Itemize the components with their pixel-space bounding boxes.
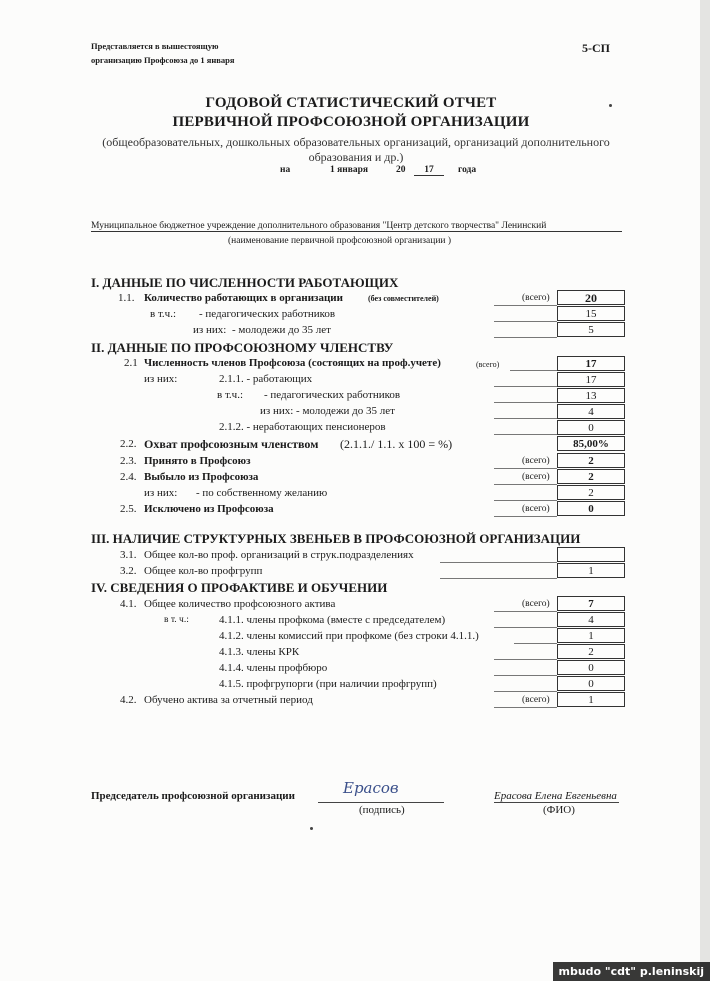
s4-r7-value: 1: [557, 692, 625, 707]
s2-r5-line: [494, 434, 557, 435]
s1-r3-line: [494, 337, 557, 338]
s4-r6-value: 0: [557, 676, 625, 691]
s4-r1-num: 4.1.: [120, 598, 137, 610]
s4-r5-line: [494, 675, 557, 676]
s2-r5-label: 2.1.2. - неработающих пенсионеров: [219, 421, 386, 433]
s1-r1-value: 20: [557, 290, 625, 305]
s2-r1-label: Численность членов Профсоюза (состоящих на проф.учете): [144, 357, 441, 369]
s4-r2-value: 4: [557, 612, 625, 627]
report-subtitle-line1: (общеобразовательных, дошкольных образовательных организаций, организаций дополнительного: [102, 135, 610, 149]
s4-r1-line: [494, 611, 557, 612]
s4-r4-value: 2: [557, 644, 625, 659]
section3-title: III. НАЛИЧИЕ СТРУКТУРНЫХ ЗВЕНЬЕВ В ПРОФСОЮЗНОЙ ОРГАНИЗАЦИИ: [91, 531, 581, 546]
date-na: на: [280, 165, 291, 175]
s2-r2-prefix: из них:: [144, 373, 178, 385]
s1-r1-num: 1.1.: [118, 292, 135, 304]
s2-r2-label: 2.1.1. - работающих: [219, 373, 313, 385]
s4-r7-num: 4.2.: [120, 694, 137, 706]
s4-prefix: в т. ч.:: [164, 615, 189, 625]
scan-speck: [310, 827, 313, 830]
date-day: 1 января: [330, 165, 369, 175]
fio-caption: (ФИО): [543, 804, 575, 816]
s4-r5-label: 4.1.4. члены профбюро: [219, 662, 328, 674]
s2-r9-line: [494, 500, 557, 501]
s2-r10-num: 2.5.: [120, 503, 137, 515]
s2-r3-prefix: в т.ч.:: [217, 389, 244, 401]
form-code: 5-СП: [582, 41, 610, 55]
s1-r2-line: [494, 321, 557, 322]
s2-r4-value: 4: [557, 404, 625, 419]
s1-r3-label: - молодежи до 35 лет: [232, 324, 331, 336]
s4-r1-vsego: (всего): [522, 599, 550, 609]
s4-r1-value: 7: [557, 596, 625, 611]
s2-r1-note: (всего): [476, 360, 500, 369]
section1-title: I. ДАННЫЕ ПО ЧИСЛЕННОСТИ РАБОТАЮЩИХ: [91, 275, 399, 290]
s4-r7-label: Обучено актива за отчетный период: [144, 694, 313, 706]
s2-r7-label: Принято в Профсоюз: [144, 455, 251, 467]
signature-line: [318, 802, 444, 803]
s1-r1-note: (без совместителей): [368, 294, 439, 303]
s1-r2-value: 15: [557, 306, 625, 321]
report-title-line1: ГОДОВОЙ СТАТИСТИЧЕСКИЙ ОТЧЕТ: [205, 95, 497, 111]
s2-r8-label: Выбыло из Профсоюза: [144, 471, 259, 483]
s2-r8-value: 2: [557, 469, 625, 484]
s2-r8-vsego: (всего): [522, 472, 550, 482]
s2-r2-value: 17: [557, 372, 625, 387]
s4-r3-label: 4.1.2. члены комиссий при профкоме (без строки 4.1.1.): [219, 630, 479, 642]
s2-r4-line: [494, 418, 557, 419]
date-year: 17: [414, 165, 444, 176]
s2-r3-line: [494, 402, 557, 403]
s1-r2-prefix: в т.ч.:: [150, 308, 177, 320]
s2-r3-label: - педагогических работников: [264, 389, 401, 401]
s2-r8-num: 2.4.: [120, 471, 137, 483]
s3-r1-label: Общее кол-во проф. организаций в струк.подразделениях: [144, 549, 414, 561]
s3-r1-value: [557, 547, 625, 562]
date-god: года: [458, 165, 477, 175]
page-edge-shadow: [700, 0, 710, 981]
s4-r7-vsego: (всего): [522, 695, 550, 705]
s2-r9-value: 2: [557, 485, 625, 500]
s4-r3-line: [514, 643, 557, 644]
s4-r3-value: 1: [557, 628, 625, 643]
s2-r7-value: 2: [557, 453, 625, 468]
s4-r2-line: [494, 627, 557, 628]
s2-r6-label: Охват профсоюзным членством: [144, 437, 319, 451]
section4-title: IV. СВЕДЕНИЯ О ПРОФАКТИВЕ И ОБУЧЕНИИ: [91, 580, 388, 595]
s1-r1-line: [494, 305, 557, 306]
s4-r6-line: [494, 691, 557, 692]
s2-r3-value: 13: [557, 388, 625, 403]
s1-r2-label: - педагогических работников: [199, 308, 336, 320]
s4-r1-label: Общее количество профсоюзного актива: [144, 598, 336, 610]
s3-r1-line: [440, 562, 557, 563]
s2-r6-num: 2.2.: [120, 438, 137, 450]
s2-r10-value: 0: [557, 501, 625, 516]
s3-r2-num: 3.2.: [120, 565, 137, 577]
s3-r2-value: 1: [557, 563, 625, 578]
s1-r3-value: 5: [557, 322, 625, 337]
s4-r4-line: [494, 659, 557, 660]
header-note-line1: Представляется в вышестоящую: [91, 41, 219, 51]
watermark: mbudo "cdt" p.leninskij: [553, 962, 710, 981]
s2-r1-line: [510, 370, 557, 371]
s3-r2-line: [440, 578, 557, 579]
s4-r7-line: [494, 707, 557, 708]
chairman-label: Председатель профсоюзной организации: [91, 790, 295, 802]
s2-r10-line: [494, 516, 557, 517]
date-year-prefix: 20: [396, 165, 406, 175]
chairman-fio: Ерасова Елена Евгеньевна: [494, 790, 619, 803]
s2-r7-line: [494, 468, 557, 469]
s2-r6-formula: (2.1.1./ 1.1. х 100 = %): [340, 437, 453, 451]
s2-r5-value: 0: [557, 420, 625, 435]
header-note-line2: организацию Профсоюза до 1 января: [91, 55, 235, 65]
s4-r5-value: 0: [557, 660, 625, 675]
s2-r4-label: из них: - молодежи до 35 лет: [260, 405, 395, 417]
organization-caption: (наименование первичной профсоюзной организации ): [228, 236, 452, 246]
s2-r10-label: Исключено из Профсоюза: [144, 503, 274, 515]
s3-r1-num: 3.1.: [120, 549, 137, 561]
signature: Ерасов: [343, 779, 399, 797]
s3-r2-label: Общее кол-во профгрупп: [144, 565, 263, 577]
signature-caption: (подпись): [359, 804, 405, 816]
s1-r3-prefix: из них:: [193, 324, 227, 336]
s4-r4-label: 4.1.3. члены КРК: [219, 646, 300, 658]
s2-r2-line: [494, 386, 557, 387]
s2-r7-num: 2.3.: [120, 455, 137, 467]
s2-r10-vsego: (всего): [522, 504, 550, 514]
s2-r1-value: 17: [557, 356, 625, 371]
report-title-line2: ПЕРВИЧНОЙ ПРОФСОЮЗНОЙ ОРГАНИЗАЦИИ: [172, 114, 530, 130]
s1-r1-label: Количество работающих в организации: [144, 292, 343, 304]
s4-r6-label: 4.1.5. профгрупорги (при наличии профгрупп): [219, 678, 437, 690]
s2-r9-prefix: из них:: [144, 487, 178, 499]
s2-r1-num: 2.1: [124, 357, 138, 369]
s4-r2-label: 4.1.1. члены профкома (вместе с председателем): [219, 614, 446, 626]
scan-speck: [609, 104, 612, 107]
s2-r7-vsego: (всего): [522, 456, 550, 466]
s2-r8-line: [494, 484, 557, 485]
organization-name: Муниципальное бюджетное учреждение дополнительного образования "Центр детского творчества" Ленинский: [91, 221, 622, 232]
section2-title: II. ДАННЫЕ ПО ПРОФСОЮЗНОМУ ЧЛЕНСТВУ: [91, 340, 394, 355]
report-subtitle-line2: образования и др.): [308, 150, 404, 164]
s2-r9-label: - по собственному желанию: [196, 487, 328, 499]
s1-r1-vsego: (всего): [522, 293, 550, 303]
s2-r6-value: 85,00%: [557, 436, 625, 451]
